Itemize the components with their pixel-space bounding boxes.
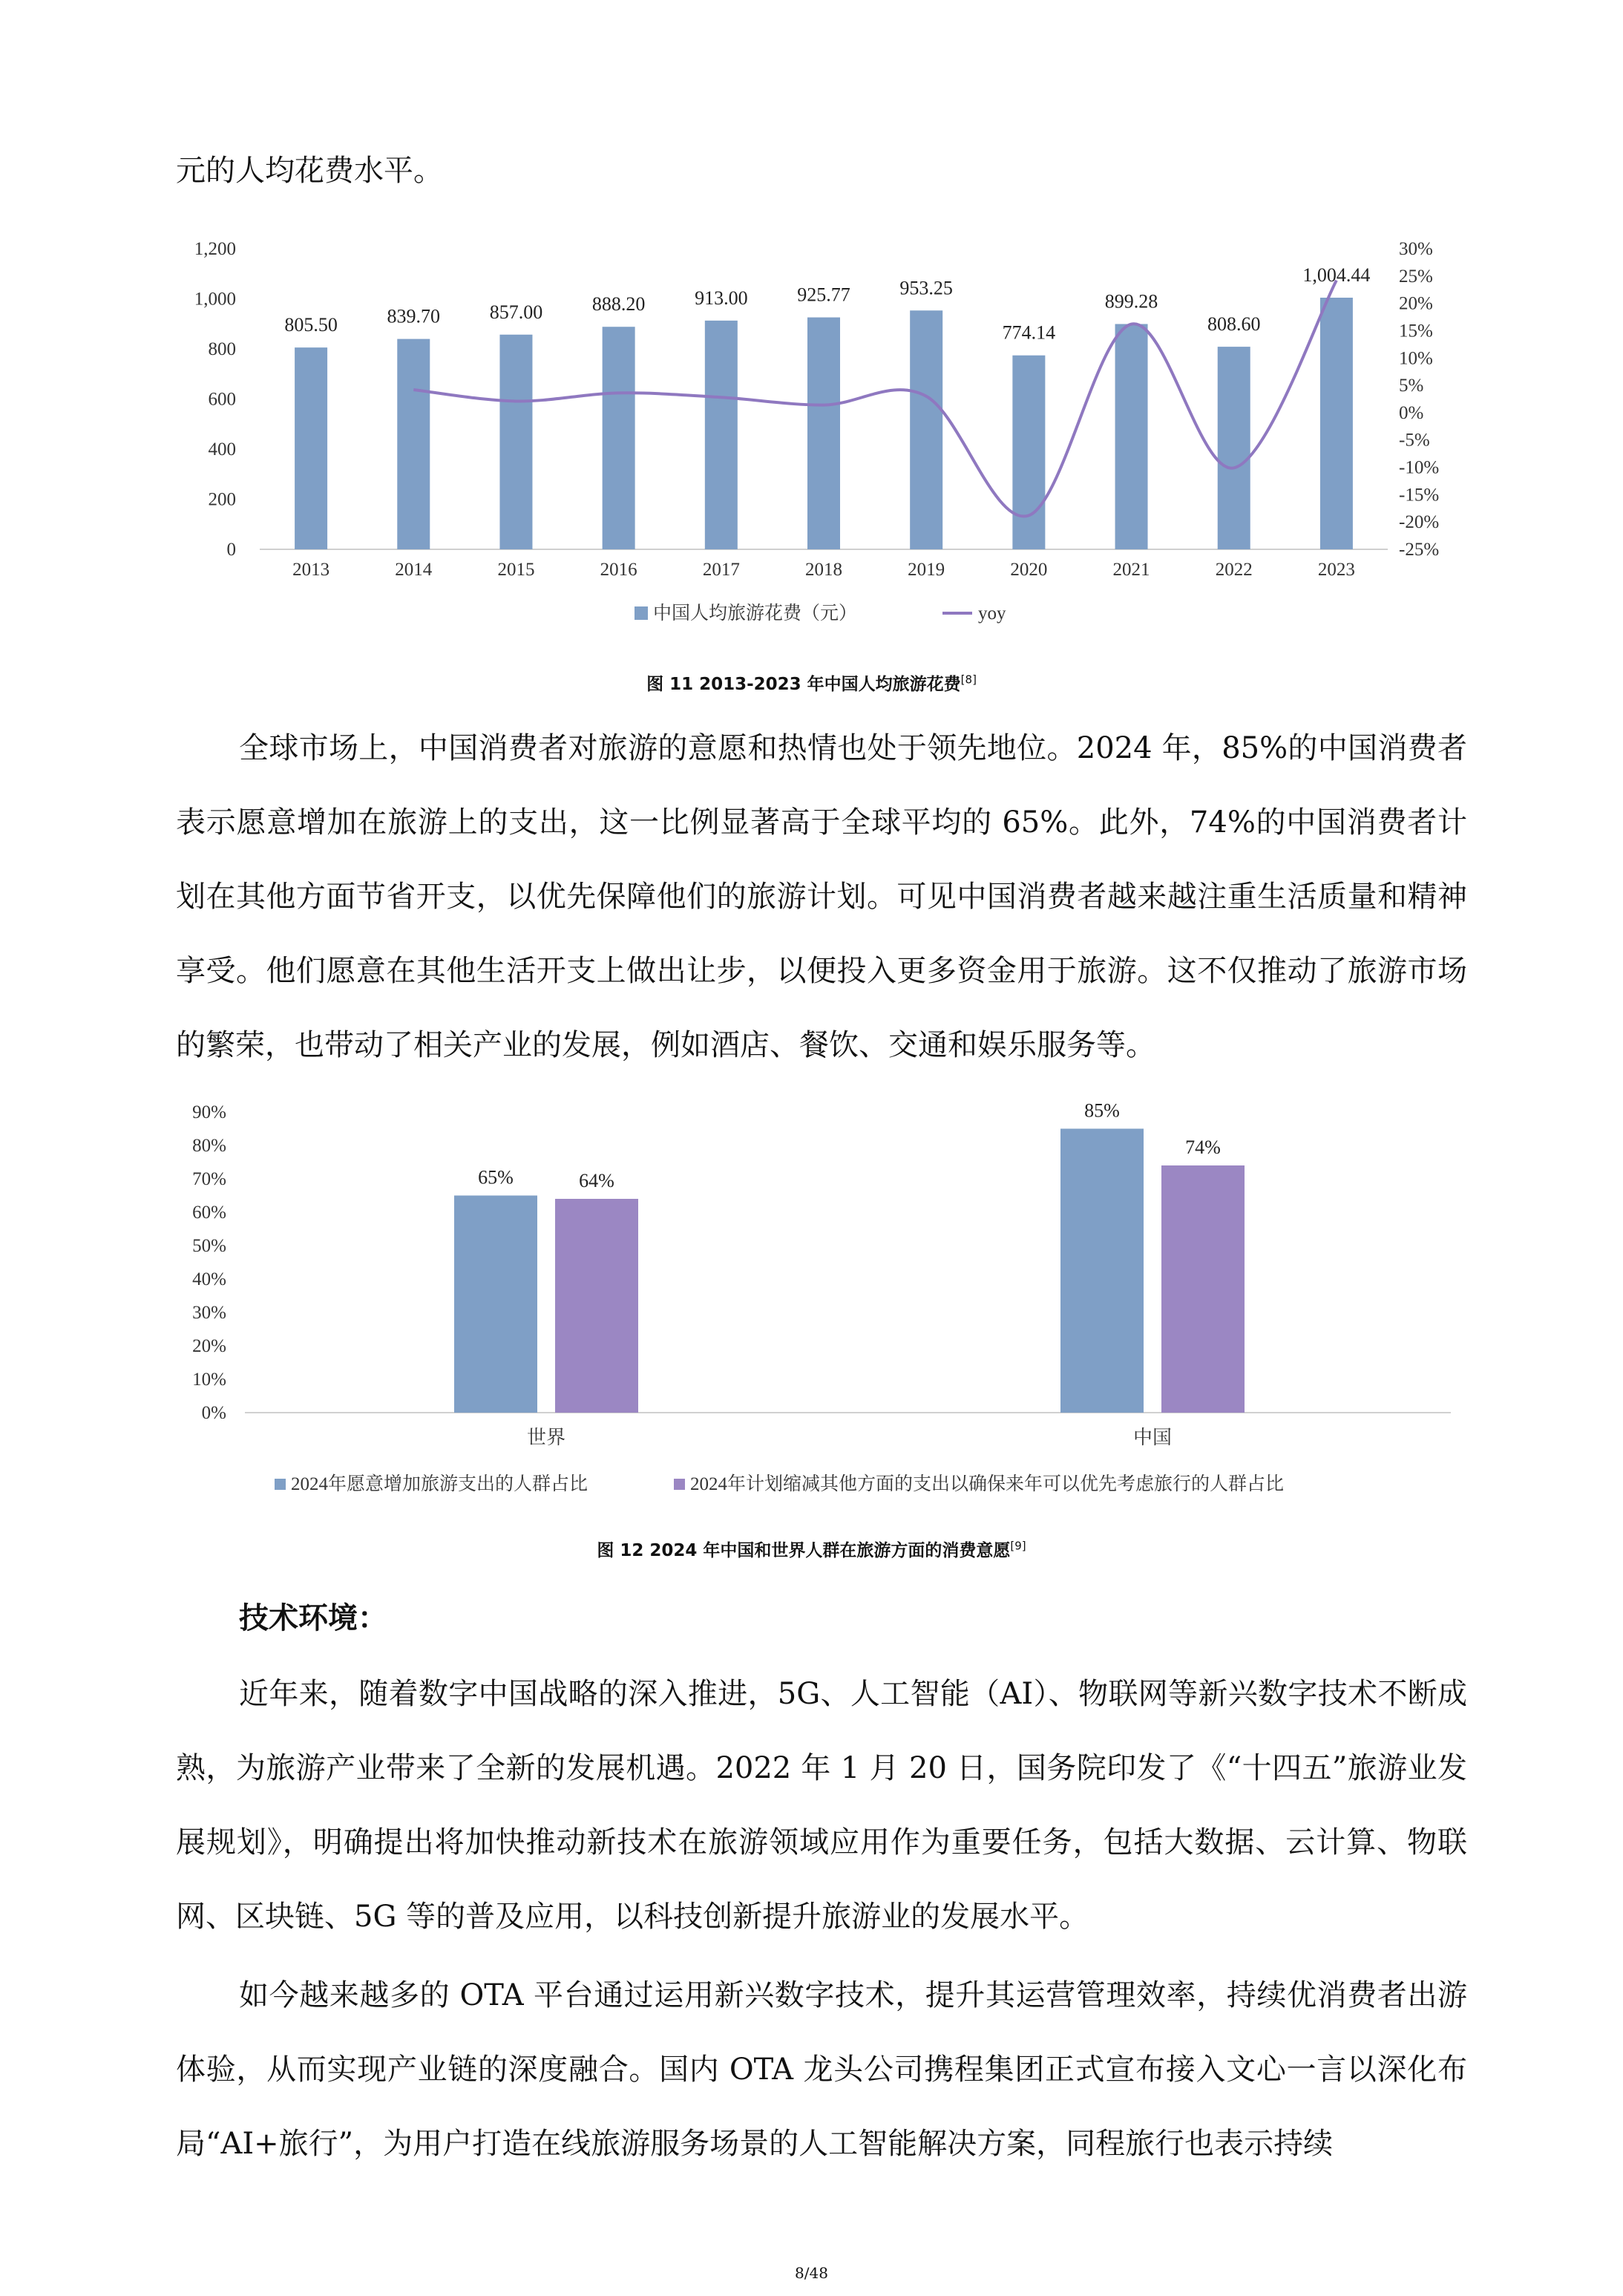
bar-value-label: 888.20 (591, 293, 646, 315)
x-category-label: 2023 (1317, 560, 1355, 580)
bar (555, 1199, 638, 1413)
bar (1060, 1129, 1144, 1413)
x-category-label: 2015 (497, 560, 535, 580)
bar-value-label: 925.77 (797, 284, 850, 306)
top-text-line: 元的人均花费水平。 (176, 154, 443, 188)
chart-legend (275, 1474, 1284, 1494)
y-tick-label: 90% (192, 1102, 226, 1122)
y-tick-label: 70% (192, 1169, 226, 1189)
legend-bar-swatch (635, 606, 648, 620)
x-category-label: 中国 (1132, 1427, 1173, 1448)
right-tick-label: 30% (1399, 239, 1433, 259)
paragraph-tech-environment: 近年来，随着数字中国战略的深入推进，5G、人工智能（AI）、物联网等新兴数字技术不断成熟，为旅游产业带来了全新的发展机遇。2022 年 1 月 20 日，国务院印发了《“十四五”旅游业发展规划》，明确提出将加快推动新技术在旅游领域应用作为重要任务，包括大数据、云计算、物联网、区块链、5G 等的普及应用，以科技创新提升旅游业的发展水平。 (176, 1677, 1467, 1934)
right-axis-ticks (1399, 239, 1439, 560)
figure-11-ref: [8] (960, 673, 977, 687)
chart-legend (635, 603, 1006, 624)
bar-value-label: 913.00 (695, 287, 748, 309)
right-tick-label: -25% (1399, 540, 1440, 560)
bar (603, 327, 635, 549)
x-axis-categories (292, 560, 1355, 580)
yoy-line (413, 281, 1337, 517)
left-axis-ticks (194, 239, 236, 560)
bar-value-label: 953.25 (899, 277, 953, 299)
y-tick-label: 80% (192, 1136, 226, 1156)
left-tick-label: 0 (226, 540, 236, 560)
bar-value-label: 899.28 (1104, 290, 1158, 313)
y-tick-label: 30% (192, 1303, 226, 1323)
bar (397, 339, 430, 549)
x-category-label: 2019 (908, 560, 945, 580)
y-tick-label: 40% (192, 1269, 226, 1289)
right-tick-label: 0% (1399, 402, 1424, 423)
bar-value-label: 857.00 (489, 301, 543, 323)
bar (1161, 1165, 1245, 1413)
left-tick-label: 200 (208, 489, 236, 510)
right-tick-label: -20% (1399, 512, 1440, 533)
bar (1012, 356, 1045, 549)
x-category-label: 2020 (1010, 560, 1048, 580)
bar (454, 1196, 537, 1413)
bar (295, 347, 327, 549)
section-heading-tech: 技术环境： (239, 1600, 387, 1635)
x-category-label: 2021 (1112, 560, 1150, 580)
x-axis-categories (527, 1427, 1172, 1448)
chart-tourism-spending (171, 230, 1469, 646)
left-tick-label: 600 (208, 389, 236, 410)
page-number: 8/48 (795, 2264, 828, 2282)
left-tick-label: 1,200 (194, 239, 236, 259)
bar-series (454, 1129, 1245, 1413)
x-category-label: 2022 (1215, 560, 1253, 580)
bar-value-label: 64% (579, 1170, 614, 1191)
legend-series1-swatch (275, 1479, 286, 1490)
right-tick-label: 10% (1399, 348, 1433, 369)
bar-value-label: 1,004.44 (1302, 264, 1371, 287)
right-tick-label: 20% (1399, 293, 1433, 314)
right-tick-label: 25% (1399, 266, 1433, 287)
legend-series2-swatch (674, 1479, 685, 1490)
left-tick-label: 400 (208, 439, 236, 459)
y-tick-label: 10% (192, 1370, 226, 1390)
legend-line-label: yoy (978, 604, 1006, 624)
figure-11-caption (0, 670, 1623, 695)
bar-value-label: 74% (1185, 1136, 1221, 1158)
left-tick-label: 800 (208, 339, 236, 359)
bar (705, 321, 738, 549)
legend-series1-label: 2024年愿意增加旅游支出的人群占比 (291, 1474, 588, 1494)
bar-value-label: 65% (478, 1166, 514, 1188)
x-category-label: 世界 (526, 1427, 566, 1448)
y-tick-label: 0% (201, 1403, 226, 1423)
y-axis-ticks (192, 1102, 226, 1423)
right-tick-label: 15% (1399, 321, 1433, 341)
x-category-label: 2017 (702, 560, 740, 580)
right-tick-label: -10% (1399, 457, 1440, 478)
right-tick-label: -5% (1399, 430, 1430, 451)
bar-value-label: 839.70 (387, 305, 441, 327)
legend-bar-label: 中国人均旅游花费（元） (653, 604, 858, 624)
y-tick-label: 50% (192, 1236, 226, 1256)
paragraph-global-market: 全球市场上，中国消费者对旅游的意愿和热情也处于领先地位。2024 年，85%的中国消费者表示愿意增加在旅游上的支出，这一比例显著高于全球平均的 65%。此外，74%的中国消费者计划在其他方面节省开支，以优先保障他们的旅游计划。可见中国消费者越来越注重生活质量和精神享受。他们愿意在其他生活开支上做出让步，以便投入更多资金用于旅游。这不仅推动了旅游市场的繁荣，也带动了相关产业的发展，例如酒店、餐饮、交通和娱乐服务等。 (176, 731, 1467, 1062)
figure-12-ref: [9] (1010, 1539, 1026, 1553)
bar (1320, 298, 1353, 549)
x-category-label: 2016 (600, 560, 637, 580)
bar-value-label: 774.14 (1002, 321, 1056, 344)
bar-value-label: 808.60 (1207, 313, 1261, 336)
right-tick-label: 5% (1399, 376, 1424, 396)
x-category-label: 2018 (805, 560, 842, 580)
y-tick-label: 20% (192, 1336, 226, 1356)
figure-12-caption-text: 图 12 2024 年中国和世界人群在旅游方面的消费意愿 (597, 1541, 1011, 1560)
x-category-label: 2013 (292, 560, 330, 580)
chart-travel-willingness (171, 1091, 1469, 1514)
figure-11-caption-text: 图 11 2013-2023 年中国人均旅游花费 (646, 675, 961, 694)
right-tick-label: -15% (1399, 485, 1440, 506)
x-category-label: 2014 (395, 560, 433, 580)
paragraph-ota-platforms: 如今越来越多的 OTA 平台通过运用新兴数字技术，提升其运营管理效率，持续优消费者出游体验，从而实现产业链的深度融合。国内 OTA 龙头公司携程集团正式宣布接入文心一言以深化布局“AI+旅行”，为用户打造在线旅游服务场景的人工智能解决方案，同程旅行也表示持续 (176, 1978, 1467, 2161)
left-tick-label: 1,000 (194, 289, 236, 310)
bar (1218, 347, 1250, 549)
bar (807, 318, 840, 549)
bar-value-label: 85% (1084, 1099, 1120, 1122)
bar (499, 335, 532, 549)
figure-12-caption (0, 1537, 1623, 1561)
bar-value-label: 805.50 (284, 314, 338, 336)
legend-series2-label: 2024年计划缩减其他方面的支出以确保来年可以优先考虑旅行的人群占比 (690, 1474, 1285, 1494)
bar (1115, 324, 1148, 549)
bar (910, 310, 942, 549)
y-tick-label: 60% (192, 1203, 226, 1223)
